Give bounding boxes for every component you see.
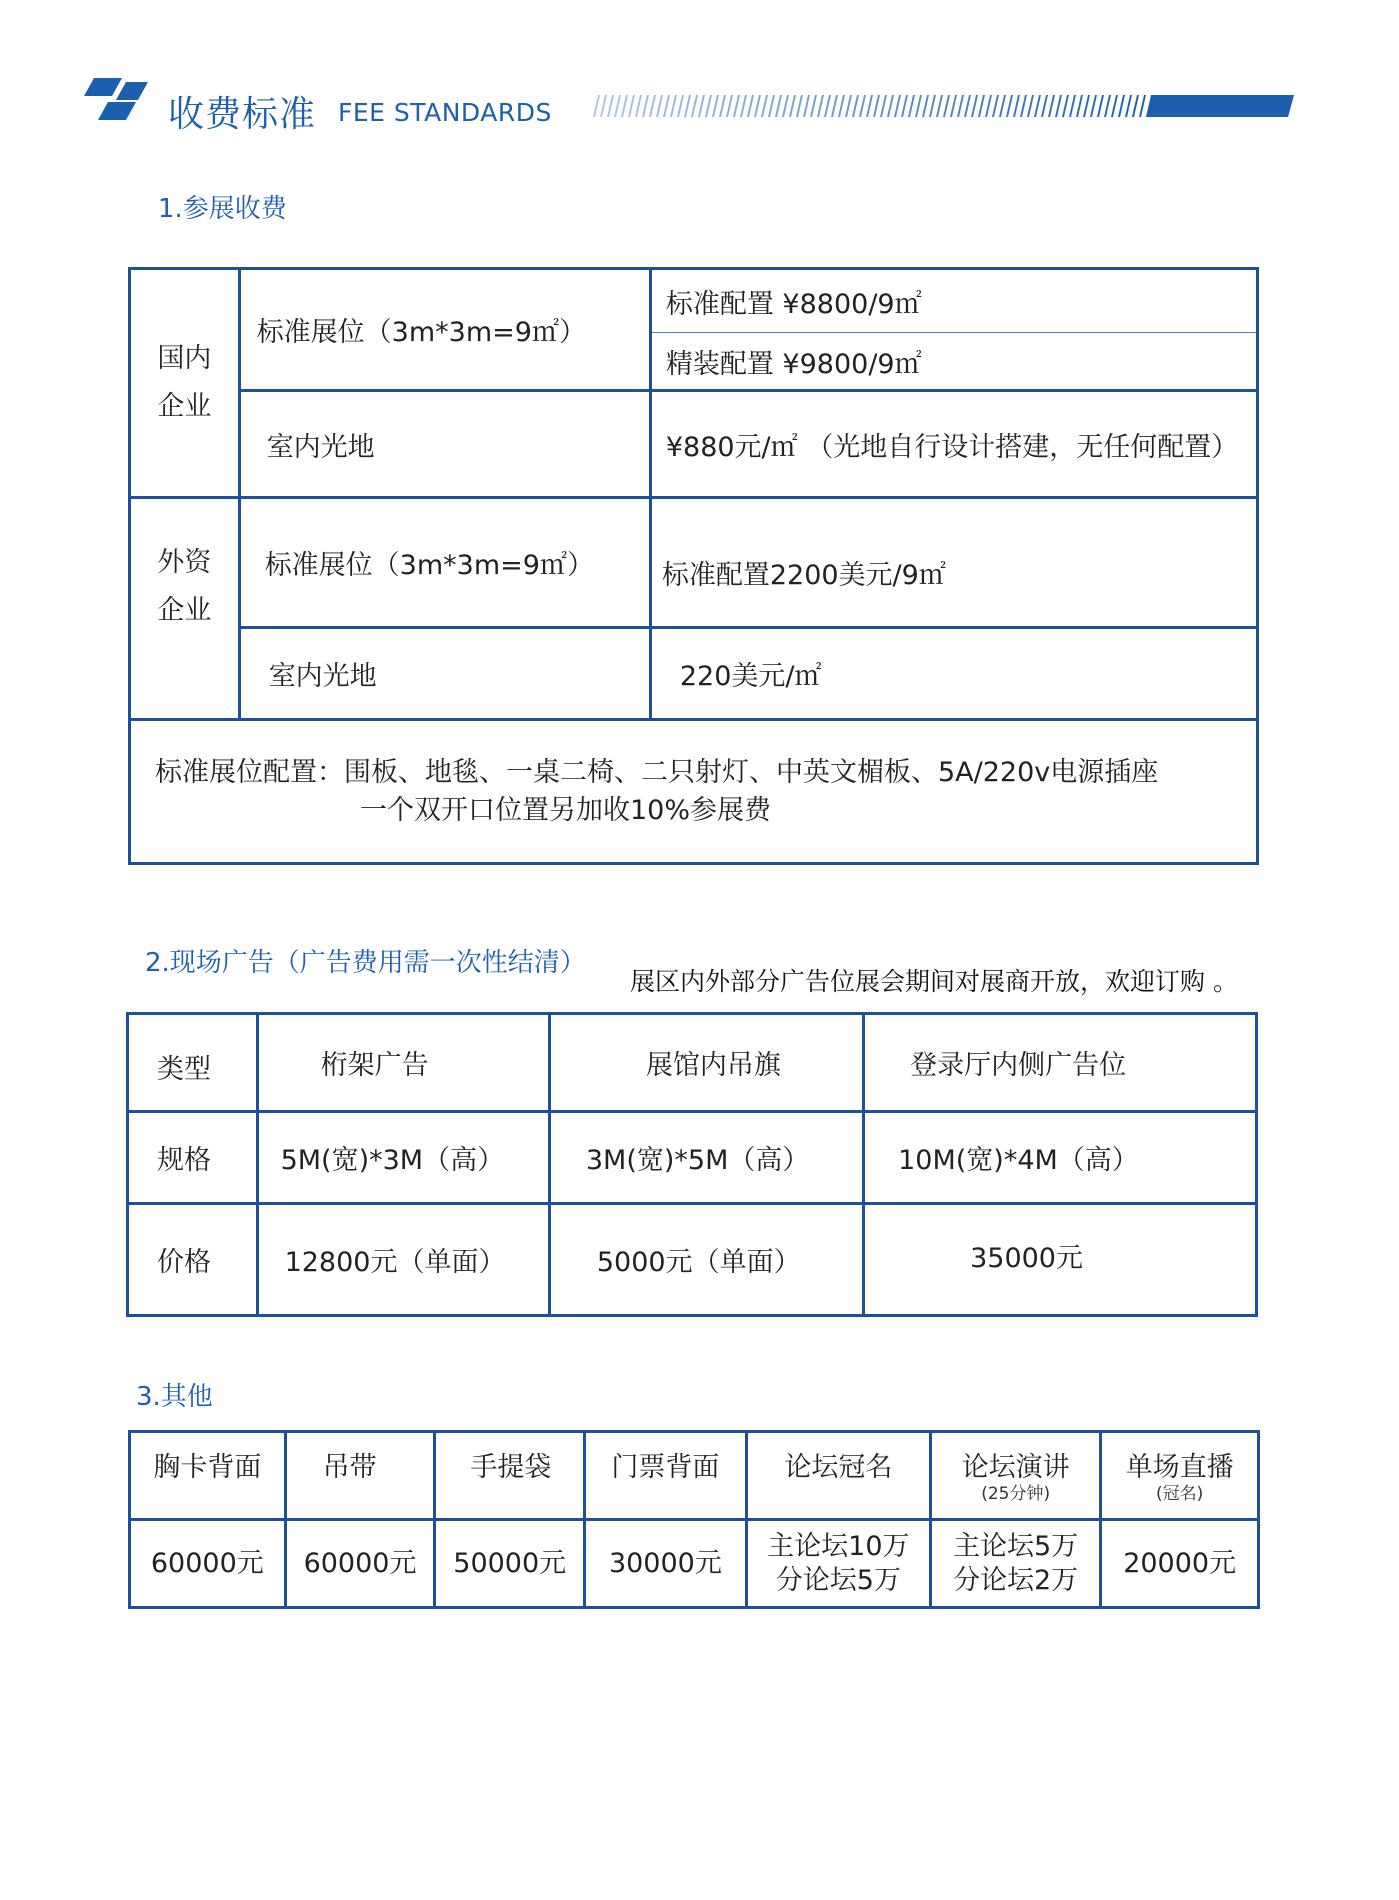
ad-spec-banner: 3M(宽)*5M（高） (549, 1112, 863, 1204)
other-header-lanyard-label: 吊带 (322, 1452, 377, 1483)
domestic-raw-price: ¥880元/㎡ （光地自行设计搭建，无任何配置） (650, 391, 1257, 498)
foreign-category-line1: 外资 (157, 547, 212, 578)
page-subtitle: FEE STANDARDS (338, 98, 552, 127)
other-value-forum-speech-sub: 分论坛2万 (953, 1564, 1079, 1596)
ad-header-truss: 桁架广告 (257, 1014, 549, 1112)
advertising-table (126, 1012, 1258, 1317)
section1-title: 1.参展收费 (158, 194, 287, 224)
other-fees-table (128, 1430, 1260, 1609)
diagonal-stripes-icon (592, 95, 1294, 117)
foreign-standard-config: 标准配置2200美元/9㎡ (650, 498, 1257, 628)
other-header-forum-speech-label: 论坛演讲 (961, 1452, 1070, 1483)
other-value-tote-bag: 50000元 (435, 1520, 585, 1608)
other-header-forum-title-label: 论坛冠名 (784, 1452, 893, 1483)
domestic-raw-label: 室内光地 (239, 391, 650, 498)
other-value-ticket-back: 30000元 (585, 1520, 747, 1608)
other-header-forum-speech-sub: (25分钟) (981, 1484, 1051, 1504)
other-header-lanyard (285, 1432, 435, 1520)
ad-spec-lobby: 10M(宽)*4M（高） (864, 1112, 1257, 1204)
ad-header-banner: 展馆内吊旗 (549, 1014, 863, 1112)
other-value-badge-back: 60000元 (130, 1520, 286, 1608)
other-header-live-stream-sub: (冠名) (1156, 1484, 1204, 1504)
other-header-ticket-back-label: 门票背面 (611, 1452, 720, 1483)
domestic-category-line2: 企业 (157, 391, 212, 422)
domestic-category-line1: 国内 (157, 343, 212, 374)
booth-config-note (130, 720, 1258, 864)
other-header-badge-back (130, 1432, 286, 1520)
other-header-live-stream-label: 单场直播 (1125, 1452, 1234, 1483)
foreign-category-line2: 企业 (157, 595, 212, 626)
other-header-tote-bag (435, 1432, 585, 1520)
other-value-forum-title-main: 主论坛10万 (767, 1530, 910, 1562)
other-value-forum-title-sub: 分论坛5万 (775, 1564, 901, 1596)
section2-note: 展区内外部分广告位展会期间对展商开放，欢迎订购 。 (630, 967, 1238, 996)
ad-price-banner: 5000元（单面） (549, 1204, 863, 1316)
booth-fee-table (128, 267, 1259, 865)
other-fees-header-row (130, 1432, 1259, 1520)
ad-price-lobby: 35000元 (864, 1204, 1257, 1316)
other-value-forum-title (746, 1520, 930, 1608)
other-header-live-stream (1101, 1432, 1259, 1520)
ad-header-lobby: 登录厅内侧广告位 (864, 1014, 1257, 1112)
other-header-ticket-back (585, 1432, 747, 1520)
ad-row-spec-label: 规格 (128, 1112, 258, 1204)
other-header-forum-speech (931, 1432, 1101, 1520)
other-header-badge-back-label: 胸卡背面 (153, 1452, 262, 1483)
domestic-standard-label: 标准展位（3m*3m=9㎡） (239, 269, 650, 391)
other-value-live-stream: 20000元 (1101, 1520, 1259, 1608)
other-value-forum-speech (931, 1520, 1101, 1608)
parallelogram-logo-icon (82, 78, 148, 122)
booth-config-note-line1: 标准展位配置：围板、地毯、一桌二椅、二只射灯、中英文楣板、5A/220v电源插座 (155, 756, 1159, 788)
other-value-lanyard: 60000元 (285, 1520, 435, 1608)
section2-title: 2.现场广告（广告费用需一次性结清） (145, 948, 586, 978)
foreign-raw-label: 室内光地 (239, 628, 650, 720)
foreign-raw-price: 220美元/㎡ (650, 628, 1257, 720)
other-header-forum-title (746, 1432, 930, 1520)
foreign-standard-label: 标准展位（3m*3m=9㎡） (239, 498, 650, 628)
other-value-forum-speech-main: 主论坛5万 (953, 1530, 1079, 1562)
domestic-category (130, 269, 240, 498)
ad-header-type: 类型 (128, 1014, 258, 1112)
other-header-tote-bag-label: 手提袋 (470, 1452, 552, 1483)
section3-title: 3.其他 (136, 1382, 213, 1412)
domestic-standard-config: 标准配置 ¥8800/9㎡ (650, 269, 1257, 333)
page-title: 收费标准 (168, 94, 317, 135)
domestic-deluxe-config: 精装配置 ¥9800/9㎡ (650, 333, 1257, 391)
ad-row-price-label: 价格 (128, 1204, 258, 1316)
ad-spec-truss: 5M(宽)*3M（高） (257, 1112, 549, 1204)
foreign-category (130, 498, 240, 720)
booth-config-note-line2: 一个双开口位置另加收10%参展费 (360, 794, 772, 826)
other-fees-value-row (130, 1520, 1259, 1608)
ad-price-truss: 12800元（单面） (257, 1204, 549, 1316)
